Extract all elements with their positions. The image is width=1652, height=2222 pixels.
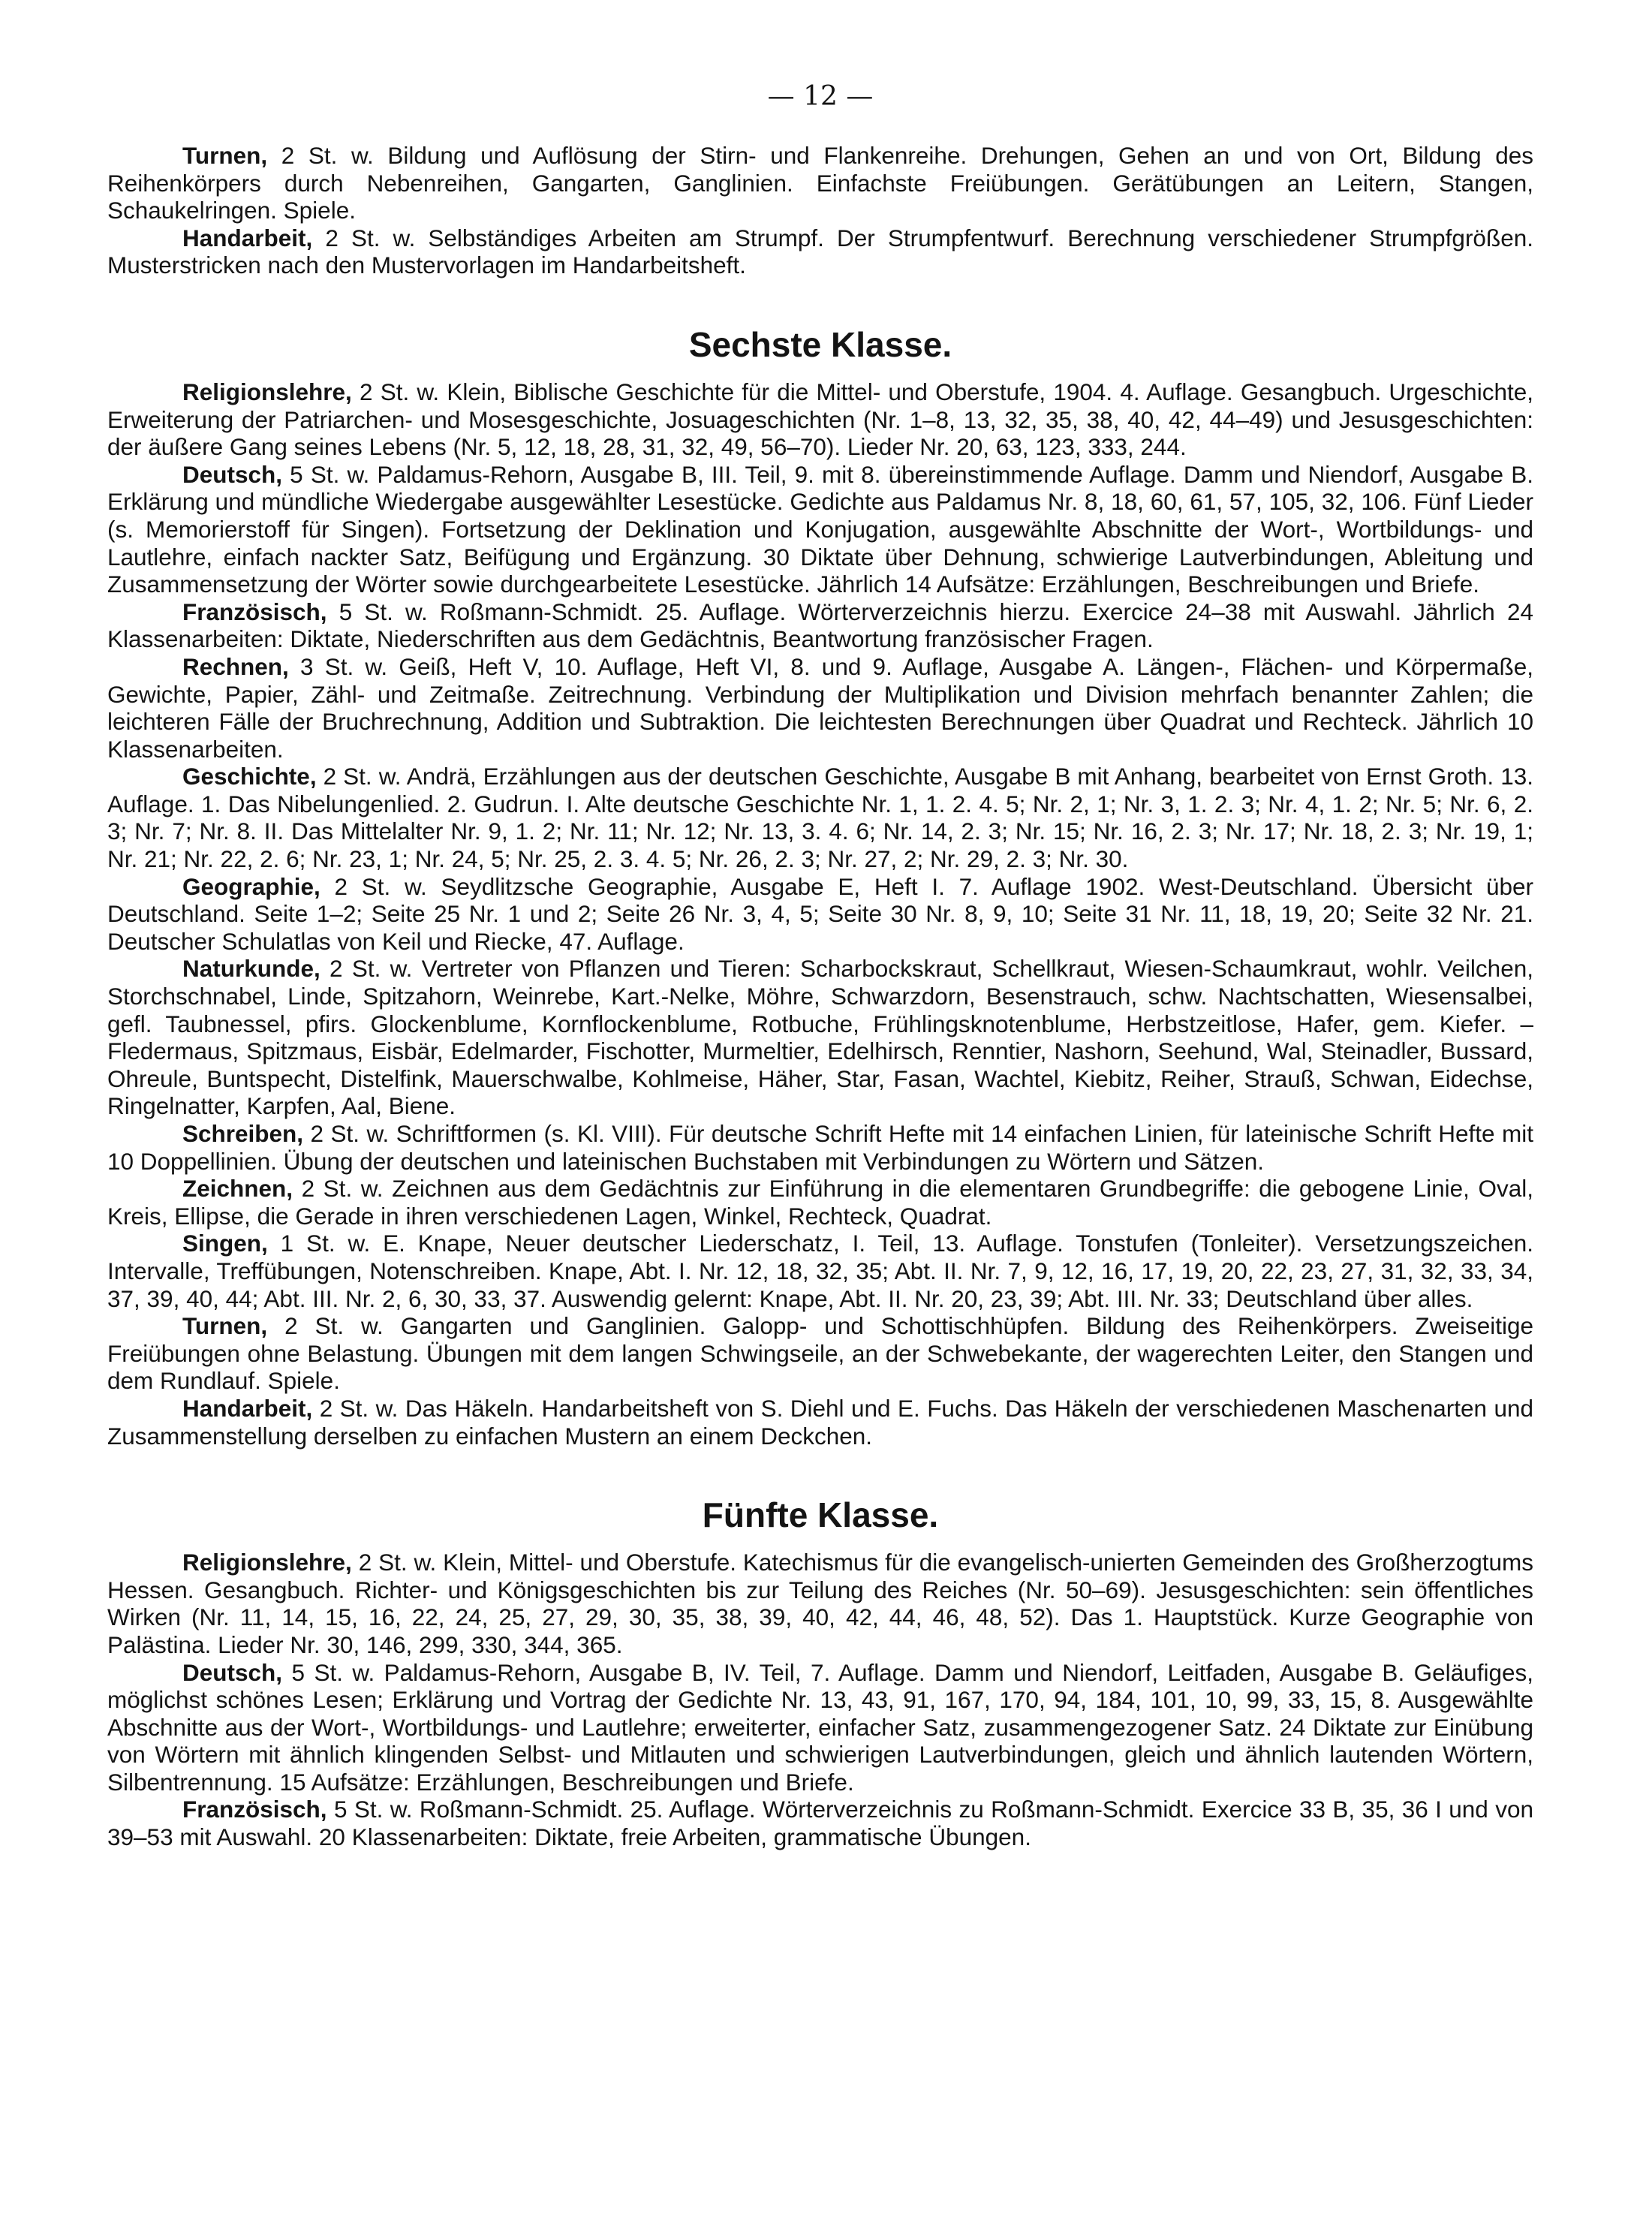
- entry-head: Französisch,: [182, 1796, 327, 1823]
- entry-deutsch: [107, 1659, 1533, 1796]
- entry-text: 2 St. w. Bildung und Auflösung der Stirn- und Flankenreihe. Drehungen, Gehen an und von Ort, Bildung des Reihenkörpers durch Nebenreihen, Gangarten, Ganglinien. Einfachste Freiübungen. Gerätübungen an Leitern, Stangen, Schaukelringen. Spiele.: [107, 142, 1533, 224]
- entry-text: 2 St. w. Klein, Mittel- und Oberstufe. Katechismus für die evangelisch-unierten Gemeinden des Großherzogtums Hessen. Gesangbuch. Richter- und Königsgeschichten bis zur Teilung des Reiches (Nr. 50–69). Jesusgeschichten: sein öffentliches Wirken (Nr. 11, 14, 15, 16, 22, 24, 25, 27, 29, 30, 35, 38, 39, 40, 42, 44, 46, 48, 52). Das 1. Hauptstück. Kurze Geographie von Palästina. Lieder Nr. 30, 146, 299, 330, 344, 365.: [107, 1549, 1533, 1658]
- entry-schreiben: [107, 1120, 1533, 1175]
- entry-geographie: [107, 873, 1533, 956]
- entry-head: Religionslehre,: [182, 378, 352, 405]
- entry-text: 2 St. w. Klein, Biblische Geschichte für die Mittel- und Oberstufe, 1904. 4. Auflage. Gesangbuch. Urgeschichte, Erweiterung der Patriarchen- und Mosesgeschichte, Josuageschichten (Nr. 1–8, 13, 32, 35, 38, 40, 42, 44–49) und Jesusgeschichten: der äußere Gang seines Lebens (Nr. 5, 12, 18, 28, 31, 32, 49, 56–70). Lieder Nr. 20, 63, 123, 333, 244.: [107, 378, 1533, 461]
- entry-text: 5 St. w. Roßmann-Schmidt. 25. Auflage. Wörterverzeichnis hierzu. Exercice 24–38 mit Auswahl. Jährlich 24 Klassenarbeiten: Diktate, Niederschriften aus dem Gedächtnis, Beantwortung französischer Fragen.: [107, 598, 1533, 653]
- entry-geschichte: [107, 763, 1533, 872]
- entry-head: Geographie,: [182, 872, 320, 900]
- entry-text: 1 St. w. E. Knape, Neuer deutscher Liederschatz, I. Teil, 13. Auflage. Tonstufen (Tonleiter). Versetzungszeichen. Intervalle, Treffübungen, Notenschreiben. Knape, Abt. I. Nr. 12, 18, 32, 35; Abt. II. Nr. 7, 9, 12, 16, 17, 19, 20, 22, 23, 27, 31, 32, 33, 34, 37, 39, 40, 44; Abt. III. Nr. 2, 6, 30, 33, 37. Auswendig gelernt: Knape, Abt. II. Nr. 20, 23, 39; Abt. III. Nr. 33; Deutschland über alles.: [107, 1230, 1533, 1312]
- section-fuenfte-klasse: [107, 1549, 1533, 1851]
- entry-text: 2 St. w. Zeichnen aus dem Gedächtnis zur Einführung in die elementaren Grundbegriffe: die gebogene Linie, Oval, Kreis, Ellipse, die Gerade in ihren verschiedenen Lagen, Winkel, Rechteck, Quadrat.: [107, 1175, 1533, 1230]
- entry-turnen: [107, 142, 1533, 224]
- entry-rechnen: [107, 653, 1533, 763]
- entry-naturkunde: [107, 955, 1533, 1120]
- entry-franzoesisch: [107, 598, 1533, 653]
- entry-head: Handarbeit,: [182, 224, 313, 251]
- entry-head: Schreiben,: [182, 1120, 304, 1147]
- entry-head: Handarbeit,: [182, 1394, 313, 1422]
- entry-religionslehre: [107, 1549, 1533, 1658]
- entry-text: 5 St. w. Paldamus-Rehorn, Ausgabe B, III. Teil, 9. mit 8. übereinstimmende Auflage. Damm und Niendorf, Ausgabe B. Erklärung und mündliche Wiedergabe ausgewählter Lesestücke. Gedichte aus Paldamus Nr. 8, 18, 60, 61, 57, 105, 32, 106. Fünf Lieder (s. Memorierstoff für Singen). Fortsetzung der Deklination und Konjugation, ausgewählte Abschnitte der Wort-, Wortbildungs- und Lautlehre, einfach nackter Satz, Beifügung und Ergänzung. 30 Diktate über Dehnung, schwierige Lautverbindungen, Ableitung und Zusammensetzung der Wörter sowie durchgearbeitete Lesestücke. Jährlich 14 Aufsätze: Erzählungen, Beschreibungen und Briefe.: [107, 460, 1533, 598]
- entry-head: Geschichte,: [182, 763, 317, 790]
- top-entries: [107, 142, 1533, 279]
- entry-head: Deutsch,: [182, 460, 283, 488]
- entry-text: 5 St. w. Roßmann-Schmidt. 25. Auflage. Wörterverzeichnis zu Roßmann-Schmidt. Exercice 33 B, 35, 36 I und von 39–53 mit Auswahl. 20 Klassenarbeiten: Diktate, freie Arbeiten, grammatische Übungen.: [107, 1796, 1533, 1851]
- entry-handarbeit: [107, 1395, 1533, 1450]
- entry-text: 2 St. w. Andrä, Erzählungen aus der deutschen Geschichte, Ausgabe B mit Anhang, bearbeitet von Ernst Groth. 13. Auflage. 1. Das Nibelungenlied. 2. Gudrun. I. Alte deutsche Geschichte Nr. 1, 1. 2. 4. 5; Nr. 2, 1; Nr. 3, 1. 2. 3; Nr. 4, 1. 2; Nr. 5; Nr. 6, 2. 3; Nr. 7; Nr. 8. II. Das Mittelalter Nr. 9, 1. 2; Nr. 11; Nr. 12; Nr. 13, 3. 4. 6; Nr. 14, 2. 3; Nr. 15; Nr. 16, 2. 3; Nr. 17; Nr. 18, 2. 3; Nr. 19, 1; Nr. 21; Nr. 22, 2. 6; Nr. 23, 1; Nr. 24, 5; Nr. 25, 2. 3. 4. 5; Nr. 26, 2. 3; Nr. 27, 2; Nr. 29, 2. 3; Nr. 30.: [107, 763, 1533, 873]
- entry-zeichnen: [107, 1175, 1533, 1230]
- entry-turnen: [107, 1312, 1533, 1395]
- entry-head: Singen,: [182, 1230, 268, 1257]
- section-heading-sechste-klasse: Sechste Klasse.: [688, 324, 952, 364]
- entry-text: 2 St. w. Das Häkeln. Handarbeitsheft von S. Diehl und E. Fuchs. Das Häkeln der verschiedenen Maschenarten und Zusammenstellung derselben zu einfachen Mustern an einem Deckchen.: [107, 1394, 1533, 1450]
- entry-franzoesisch: [107, 1796, 1533, 1850]
- entry-text: 2 St. w. Seydlitzsche Geographie, Ausgabe E, Heft I. 7. Auflage 1902. West-Deutschland. Übersicht über Deutschland. Seite 1–2; Seite 25 Nr. 1 und 2; Seite 26 Nr. 3, 4, 5; Seite 30 Nr. 8, 9, 10; Seite 31 Nr. 11, 18, 19, 20; Seite 32 Nr. 21. Deutscher Schulatlas von Keil und Riecke, 47. Auflage.: [107, 872, 1533, 955]
- entry-head: Französisch,: [182, 598, 327, 625]
- entry-text: 3 St. w. Geiß, Heft V, 10. Auflage, Heft VI, 8. und 9. Auflage, Ausgabe A. Längen-, Flächen- und Körpermaße, Gewichte, Papier, Zähl- und Zeitmaße. Zeitrechnung. Verbindung der Multiplikation und Division mehrfach benannter Zahlen; die leichteren Fälle der Bruchrechnung, Addition und Subtraktion. Die leichtesten Berechnungen über Quadrat und Rechteck. Jährlich 10 Klassenarbeiten.: [107, 652, 1533, 763]
- entry-head: Deutsch,: [182, 1658, 283, 1686]
- entry-head: Naturkunde,: [182, 955, 320, 983]
- entry-text: 2 St. w. Selbständiges Arbeiten am Strumpf. Der Strumpfentwurf. Berechnung verschiedener Strumpfgrößen. Musterstricken nach den Mustervorlagen im Handarbeitsheft.: [107, 224, 1533, 279]
- section-sechste-klasse: [107, 378, 1533, 1450]
- section-heading-fuenfte-klasse: Fünfte Klasse.: [702, 1495, 939, 1535]
- entry-head: Rechnen,: [182, 652, 289, 680]
- entry-head: Turnen,: [182, 1312, 268, 1340]
- entry-head: Turnen,: [182, 142, 268, 169]
- entry-handarbeit: [107, 224, 1533, 279]
- page-number: — 12 —: [767, 81, 874, 112]
- entry-text: 2 St. w. Schriftformen (s. Kl. VIII). Für deutsche Schrift Hefte mit 14 einfachen Linien, für lateinische Schrift Hefte mit 10 Doppellinien. Übung der deutschen und lateinischen Buchstaben mit Verbindungen zu Wörtern und Sätzen.: [107, 1120, 1533, 1175]
- entry-singen: [107, 1230, 1533, 1312]
- entry-head: Religionslehre,: [182, 1549, 352, 1576]
- entry-text: 2 St. w. Gangarten und Ganglinien. Galopp- und Schottischhüpfen. Bildung des Reihenkörpers. Zweiseitige Freiübungen ohne Belastung. Übungen mit dem langen Schwingseile, an der Schwebekante, der wagerechten Leiter, den Stangen und dem Rundlauf. Spiele.: [107, 1312, 1533, 1395]
- entry-deutsch: [107, 461, 1533, 598]
- entry-head: Zeichnen,: [182, 1175, 293, 1203]
- entry-text: 2 St. w. Vertreter von Pflanzen und Tieren: Scharbockskraut, Schellkraut, Wiesen-Schaumkraut, wohlr. Veilchen, Storchschnabel, Linde, Spitzahorn, Weinrebe, Kart.-Nelke, Möhre, Schwarzdorn, Besenstrauch, schw. Nachtschatten, Wiesensalbei, gefl. Taubnessel, pfirs. Glockenblume, Kornflockenblume, Rotbuche, Frühlingsknotenblume, Herbstzeitlose, Hafer, gem. Kiefer. – Fledermaus, Spitzmaus, Eisbär, Edelmarder, Fischotter, Murmeltier, Edelhirsch, Renntier, Nashorn, Seehund, Wal, Steinadler, Bussard, Ohreule, Buntspecht, Distelfink, Mauerschwalbe, Kohlmeise, Häher, Star, Fasan, Wachtel, Kiebitz, Reiher, Strauß, Schwan, Eidechse, Ringelnatter, Karpfen, Aal, Biene.: [107, 955, 1533, 1120]
- entry-religionslehre: [107, 378, 1533, 461]
- entry-text: 5 St. w. Paldamus-Rehorn, Ausgabe B, IV. Teil, 7. Auflage. Damm und Niendorf, Leitfaden, Ausgabe B. Geläufiges, möglichst schönes Lesen; Erklärung und Vortrag der Gedichte Nr. 13, 43, 91, 167, 170, 94, 184, 101, 10, 99, 33, 15, 8. Ausgewählte Abschnitte aus der Wort-, Wortbildungs- und Lautlehre; erweiterter, einfacher Satz, zusammengezogener Satz. 24 Diktate zur Einübung von Wörtern mit ähnlich klingenden Selbst- und Mitlauten und schwierigen Lautverbindungen, gleich und ähnlich lautenden Wörtern, Silbentrennung. 15 Aufsätze: Erzählungen, Beschreibungen und Briefe.: [107, 1658, 1533, 1796]
